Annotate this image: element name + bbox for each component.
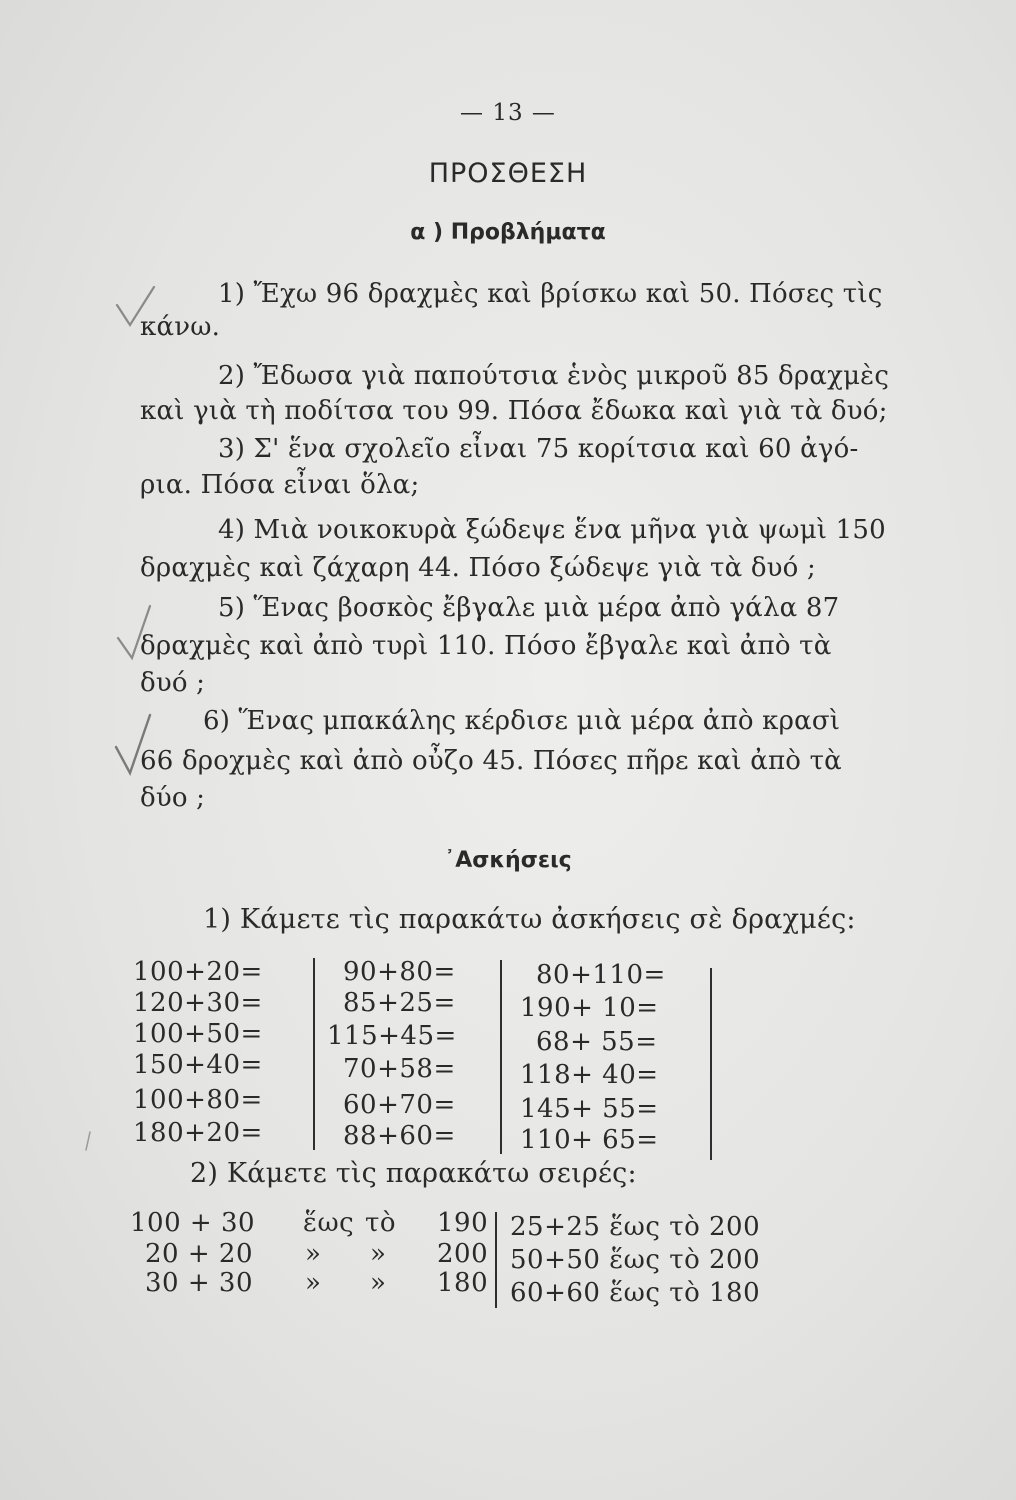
exercise-1-item: 100+50=: [133, 1019, 263, 1049]
exercise-1-item: 150+40=: [133, 1050, 263, 1080]
page-number: — 13 —: [460, 100, 556, 126]
column-divider: [710, 968, 712, 1160]
problem-6-line-1: 6) Ἕνας μπακάλης κέρδισε μιὰ μέρα ἀπὸ κρασὶ: [203, 706, 841, 736]
series-item: 50+50 ἕως τὸ 200: [510, 1245, 761, 1275]
exercise-1-item: 120+30=: [133, 988, 263, 1018]
problem-1-line-2: κάνω.: [140, 312, 221, 342]
series-expression: 30 + 30: [145, 1268, 253, 1298]
exercise-2-instruction: 2) Κάμετε τὶς παρακάτω σειρές:: [190, 1158, 637, 1189]
column-divider: [313, 958, 315, 1150]
problem-5-line-3: δυό ;: [140, 668, 206, 698]
exercise-1-item: 100+20=: [133, 957, 263, 987]
exercise-1-item: 180+20=: [133, 1118, 263, 1148]
problem-6-line-3: δύο ;: [140, 783, 206, 813]
problem-4-line-2: δραχμὲς καὶ ζάχαρη 44. Πόσο ξώδεψε γιὰ τὰ δυό ;: [140, 553, 816, 583]
exercise-1-item: 68+ 55=: [536, 1027, 658, 1057]
pencil-check-icon: [110, 705, 190, 785]
series-ditto: »: [370, 1239, 387, 1269]
exercise-1-item: 110+ 65=: [520, 1125, 659, 1155]
exercise-1-item: 190+ 10=: [520, 993, 659, 1023]
series-target: 180: [437, 1268, 489, 1298]
problem-3-line-1: 3) Σ' ἕνα σχολεῖο εἶναι 75 κορίτσια καὶ 60 ἀγό-: [218, 434, 859, 464]
problems-heading: α ) Προβλήματα: [410, 220, 606, 245]
exercise-1-item: 80+110=: [536, 960, 666, 990]
exercise-1-item: 100+80=: [133, 1085, 263, 1115]
series-target: 200: [437, 1239, 489, 1269]
problem-3-line-2: ρια. Πόσα εἶναι ὅλα;: [140, 470, 420, 500]
exercise-1-item: 115+45=: [327, 1021, 457, 1051]
series-item: 60+60 ἕως τὸ 180: [510, 1278, 761, 1308]
problem-2-line-1: 2) Ἔδωσα γιὰ παπούτσια ἑνὸς μικροῦ 85 δραχμὲς: [218, 361, 890, 391]
problem-4-line-1: 4) Μιὰ νοικοκυρὰ ξώδεψε ἕνα μῆνα γιὰ ψωμὶ 150: [218, 515, 886, 545]
series-expression: 100 + 30: [130, 1208, 256, 1238]
series-divider: [495, 1212, 497, 1308]
exercises-heading: ᾿Ασκήσεις: [444, 848, 572, 873]
exercise-1-item: 90+80=: [343, 957, 456, 987]
stray-pencil-mark: [78, 1128, 98, 1158]
exercise-1-item: 88+60=: [343, 1121, 456, 1151]
problem-6-line-2: 66 δροχμὲς καὶ ἀπὸ οὖζο 45. Πόσες πῆρε καὶ ἀπὸ τὰ: [140, 746, 842, 776]
series-ditto: »: [370, 1268, 387, 1298]
exercise-1-item: 70+58=: [343, 1054, 456, 1084]
problem-1-line-1: 1) Ἔχω 96 δραχμὲς καὶ βρίσκω καὶ 50. Πόσες τὶς: [218, 279, 883, 309]
series-until: ἕως: [303, 1208, 355, 1238]
problem-2-line-2: καὶ γιὰ τὴ ποδίτσα του 99. Πόσα ἔδωκα καὶ γιὰ τὰ δυό;: [140, 396, 888, 426]
column-divider: [500, 960, 502, 1154]
problem-5-line-2: δραχμὲς καὶ ἀπὸ τυρὶ 110. Πόσο ἔβγαλε καὶ ἀπὸ τὰ: [140, 631, 832, 661]
exercise-1-item: 85+25=: [343, 988, 456, 1018]
series-expression: 20 + 20: [145, 1239, 253, 1269]
pencil-check-icon: [112, 598, 192, 668]
series-target: 190: [437, 1208, 489, 1238]
exercise-1-item: 145+ 55=: [520, 1094, 659, 1124]
page-title: ΠΡΟΣΘΕΣΗ: [428, 158, 588, 189]
series-ditto: »: [305, 1268, 322, 1298]
series-item: 25+25 ἕως τὸ 200: [510, 1212, 761, 1242]
series-ditto: »: [305, 1239, 322, 1269]
pencil-check-icon: [112, 283, 192, 343]
exercise-1-item: 60+70=: [343, 1090, 456, 1120]
problem-5-line-1: 5) Ἕνας βοσκὸς ἔβγαλε μιὰ μέρα ἀπὸ γάλα 87: [218, 593, 840, 623]
exercise-1-item: 118+ 40=: [520, 1060, 659, 1090]
series-to: τὸ: [365, 1208, 397, 1238]
exercise-1-instruction: 1) Κάμετε τὶς παρακάτω ἀσκήσεις σὲ δραχμές:: [203, 904, 856, 935]
